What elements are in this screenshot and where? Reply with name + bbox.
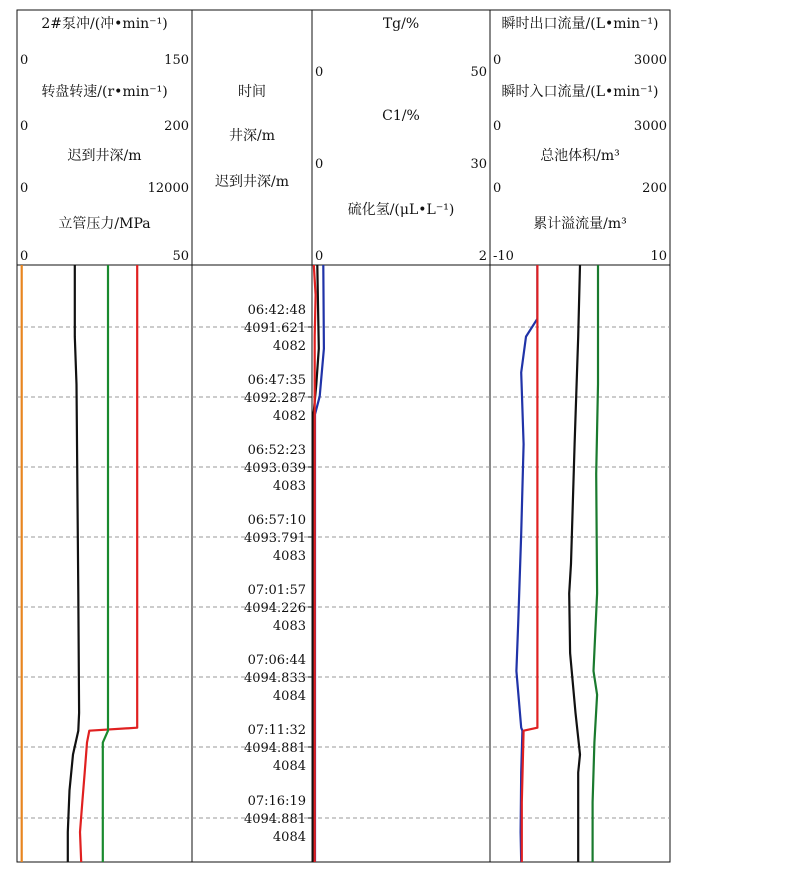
- scale-min: -10: [493, 249, 514, 264]
- scale-max: 200: [642, 181, 667, 196]
- row-time: 07:01:57: [247, 583, 306, 598]
- row-lag-depth: 4084: [272, 689, 306, 704]
- scale-max: 3000: [633, 53, 667, 68]
- series-line: [68, 265, 79, 862]
- series-line: [569, 265, 580, 862]
- header-label: 累计溢流量/m³: [533, 216, 627, 232]
- row-depth: 4091.621: [243, 321, 306, 336]
- row-depth: 4094.226: [243, 601, 306, 616]
- scale-min: 0: [315, 65, 324, 80]
- scale-min: 0: [20, 181, 29, 196]
- row-depth: 4093.791: [243, 531, 306, 546]
- row-lag-depth: 4082: [272, 409, 306, 424]
- series-curves: [22, 265, 598, 862]
- series-line: [593, 265, 598, 862]
- row-lag-depth: 4084: [272, 830, 306, 845]
- header-label: Tg/%: [382, 16, 420, 32]
- series-line: [314, 265, 316, 862]
- frame-border: [17, 10, 670, 862]
- header-label: 立管压力/MPa: [58, 216, 151, 232]
- grid-lines: [17, 327, 670, 818]
- row-depth: 4092.287: [243, 391, 306, 406]
- scale-max: 3000: [633, 119, 667, 134]
- scale-min: 0: [493, 119, 502, 134]
- scale-min: 0: [20, 249, 29, 264]
- row-time: 07:16:19: [247, 794, 306, 809]
- header-label: 总池体积/m³: [540, 148, 620, 164]
- header-label: 2#泵冲/(冲•min⁻¹): [41, 16, 168, 32]
- scale-max: 10: [650, 249, 667, 264]
- scale-min: 0: [493, 53, 502, 68]
- row-lag-depth: 4082: [272, 339, 306, 354]
- scale-max: 50: [470, 65, 487, 80]
- scale-min: 0: [493, 181, 502, 196]
- row-lag-depth: 4083: [272, 549, 306, 564]
- scale-max: 12000: [147, 181, 189, 196]
- row-time: 06:47:35: [247, 373, 306, 388]
- scale-min: 0: [20, 119, 29, 134]
- scale-min: 0: [315, 157, 324, 172]
- series-line: [516, 265, 537, 862]
- header-label: C1/%: [382, 108, 420, 124]
- scale-min: 0: [20, 53, 29, 68]
- header-label: 井深/m: [229, 128, 275, 144]
- row-depth: 4093.039: [243, 461, 306, 476]
- row-lag-depth: 4083: [272, 479, 306, 494]
- chart-header: [20, 15, 667, 264]
- header-label: 硫化氢/(μL•L⁻¹): [347, 202, 455, 218]
- header-label: 迟到井深/m: [67, 148, 142, 164]
- row-lag-depth: 4084: [272, 759, 306, 774]
- header-label: 瞬时入口流量/(L•min⁻¹): [501, 84, 659, 100]
- header-label: 瞬时出口流量/(L•min⁻¹): [501, 16, 659, 32]
- scale-max: 2: [478, 249, 487, 264]
- chart-frame: [17, 10, 670, 862]
- scale-max: 200: [164, 119, 189, 134]
- header-label: 迟到井深/m: [215, 174, 289, 190]
- scale-max: 150: [164, 53, 189, 68]
- series-line: [103, 265, 108, 862]
- depth-time-column: [244, 303, 312, 845]
- row-depth: 4094.833: [243, 671, 306, 686]
- row-time: 07:11:32: [247, 723, 306, 738]
- scale-max: 50: [172, 249, 189, 264]
- row-time: 06:52:23: [247, 443, 306, 458]
- scale-min: 0: [315, 249, 324, 264]
- row-time: 07:06:44: [247, 653, 306, 668]
- row-lag-depth: 4083: [272, 619, 306, 634]
- row-time: 06:42:48: [247, 303, 306, 318]
- row-time: 06:57:10: [247, 513, 306, 528]
- header-label: 转盘转速/(r•min⁻¹): [41, 84, 168, 100]
- row-depth: 4094.881: [243, 812, 306, 827]
- scale-max: 30: [470, 157, 487, 172]
- row-depth: 4094.881: [243, 741, 306, 756]
- header-label: 时间: [238, 84, 266, 100]
